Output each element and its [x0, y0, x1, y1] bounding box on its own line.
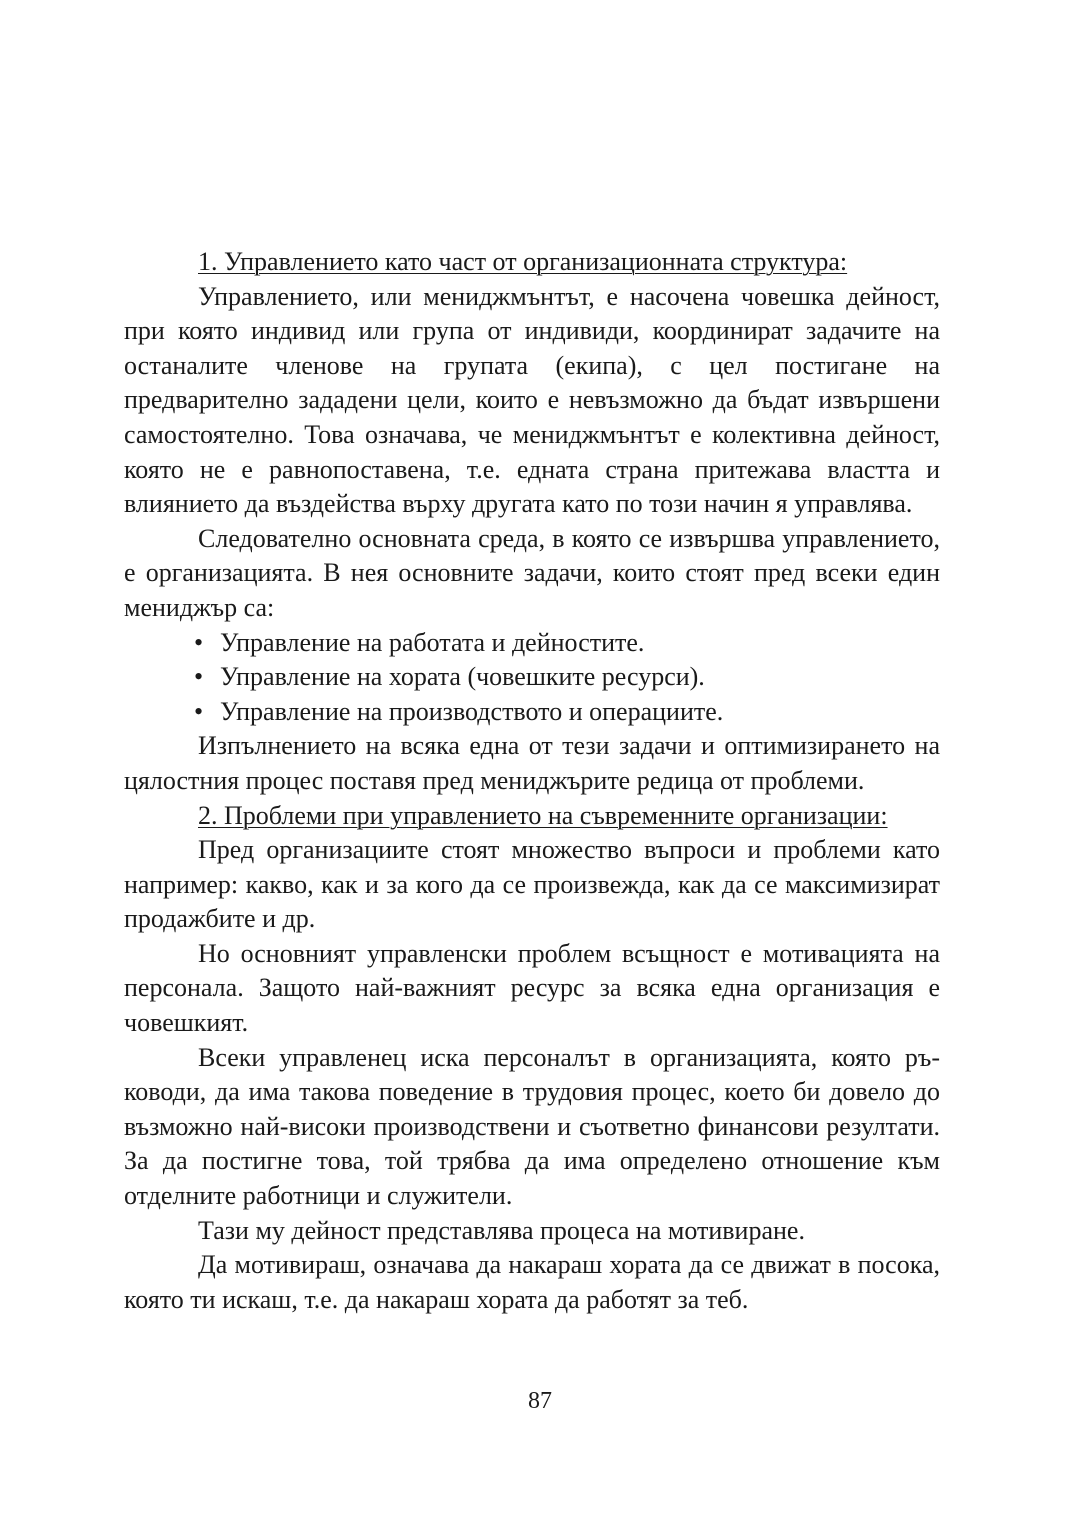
section-1-paragraph-1: Управлението, или мениджмънтът, е насочена човешка дейност, при която индивид или група от индивиди, координират задачите на останалите членове на групата (екипа), с цел постигане на предварително зададени цели, които е невъзможно да бъдат извършени самостоятелно. Това означава, че мениджмънтът е колективна дейност, която не е равнопоставена, т.е. едната страна притежава властта и влиянието да въздейства върху другата като по този начин я управлява.	[124, 281, 940, 519]
list-item	[194, 626, 940, 661]
section-2-paragraph-5: Да мотивираш, означава да накараш хората да се движат в посока, която ти искаш, т.е. да накараш хората да работят за теб.	[124, 1250, 940, 1314]
list-item-text: Управление на хората (човешките ресурси).	[220, 662, 705, 692]
bullet-icon: •	[194, 696, 204, 726]
section-1-paragraph-3: Изпълнението на всяка една от тези задачи и оптимизирането на цялостния процес поставя пред мениджърите редица от проблеми.	[124, 731, 940, 795]
list-item	[194, 695, 940, 730]
section-2-paragraph-2: Но основният управленски проблем всъщност е мотивацията на персонала. Защото най-важният ресурс за всяка една организация е човешкият.	[124, 938, 940, 1038]
page-number: 87	[528, 1388, 552, 1414]
bullet-icon: •	[194, 627, 204, 657]
section-2-paragraph-3: Всеки управленец иска персоналът в организацията, която ръководи, да има такова поведение в трудовия процес, което би довело до възможно най-високи производствени и съответно финансови резултати. За да постигне това, той трябва да има определено отношение към отделните работници и служители.	[124, 1042, 940, 1211]
bullet-icon: •	[194, 662, 204, 692]
list-item-text: Управление на работата и дейностите.	[220, 627, 645, 657]
list-item-text: Управление на производството и операциите.	[220, 696, 724, 726]
section-1-heading: 1. Управлението като част от организационната структура:	[198, 247, 848, 276]
list-item	[194, 660, 940, 695]
page-body	[124, 245, 940, 1317]
section-2-paragraph-4: Тази му дейност представлява процеса на мотивиране.	[198, 1215, 805, 1245]
section-2-heading: 2. Проблеми при управлението на съвременните организации:	[198, 800, 888, 830]
tasks-bullet-list	[124, 626, 940, 730]
section-1-paragraph-2: Следователно основната среда, в която се извършва управлението, е организацията. В нея основните задачи, които стоят пред всеки един мениджър са:	[124, 523, 940, 622]
section-2-paragraph-1: Пред организациите стоят множество въпроси и проблеми като например: какво, как и за кого да се произвежда, как да се максимизират продажбите и др.	[124, 835, 940, 934]
